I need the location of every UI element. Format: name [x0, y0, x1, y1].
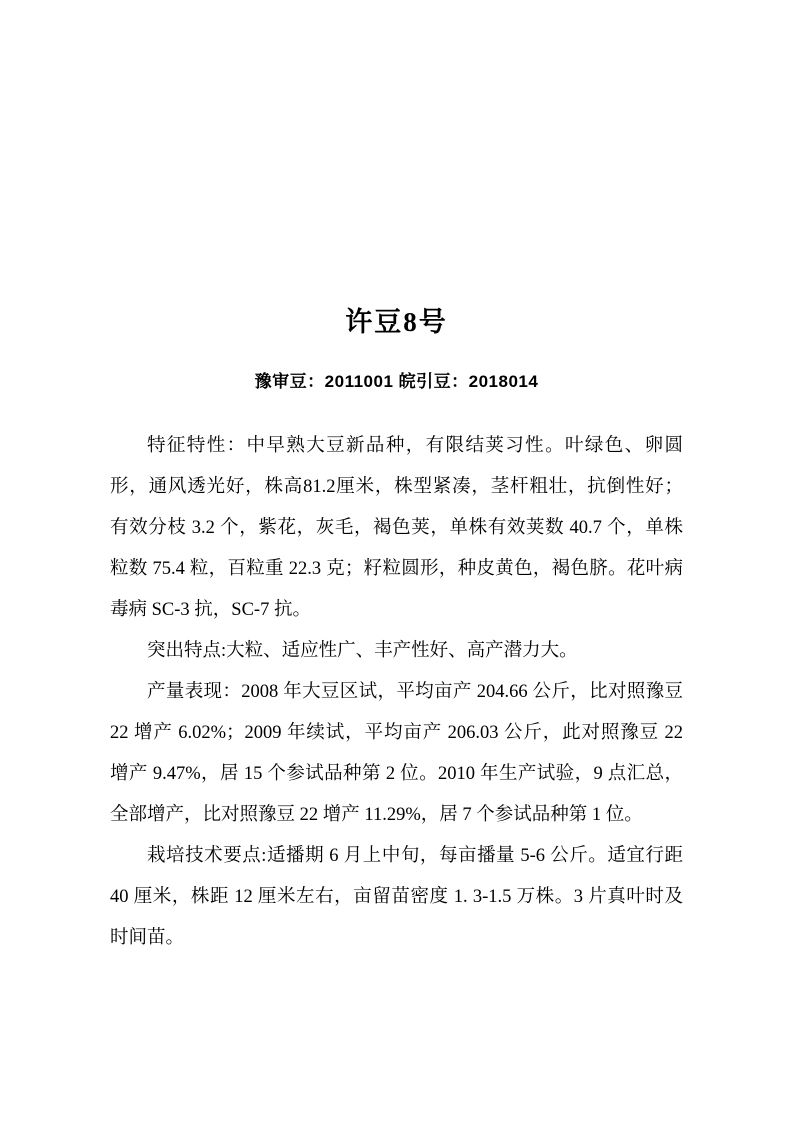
paragraph-cultivation-points: 栽培技术要点:适播期 6 月上中旬，每亩播量 5-6 公斤。适宜行距 40 厘米，株距 12 厘米左右，亩留苗密度 1. 3-1.5 万株。3 片真叶时及时间苗。 — [110, 846, 683, 948]
approval-codes-subtitle: 豫审豆：2011001 皖引豆：2018014 — [254, 372, 539, 391]
paragraph-highlights: 突出特点:大粒、适应性广、丰产性好、高产潜力大。 — [147, 641, 578, 661]
paragraph-yield-performance: 产量表现：2008 年大豆区试，平均亩产 204.66 公斤，比对照豫豆 22 增产 6.02%；2009 年续试，平均亩产 206.03 公斤，此对照豫豆 22 增产 9.47%，居 15 个参试品种第 2 位。2010 年生产试验，9 点汇总，全部增产，比对照豫豆 22 增产 11.29%，居 7 个参试品种第 1 位。 — [110, 682, 683, 825]
document-body — [110, 426, 683, 959]
page-title: 许豆8号 — [345, 307, 448, 337]
paragraph-characteristics: 特征特性：中早熟大豆新品种，有限结荚习性。叶绿色、卵圆形，通风透光好，株高81.2厘米，株型紧凑，茎杆粗壮，抗倒性好； 有效分枝 3.2 个，紫花，灰毛，褐色荚，单株有效荚数 40.7 个，单株粒数 75.4 粒，百粒重 22.3 克；籽粒圆形，种皮黄色，褐色脐。花叶病毒病 SC-3 抗，SC-7 抗。 — [110, 436, 683, 620]
